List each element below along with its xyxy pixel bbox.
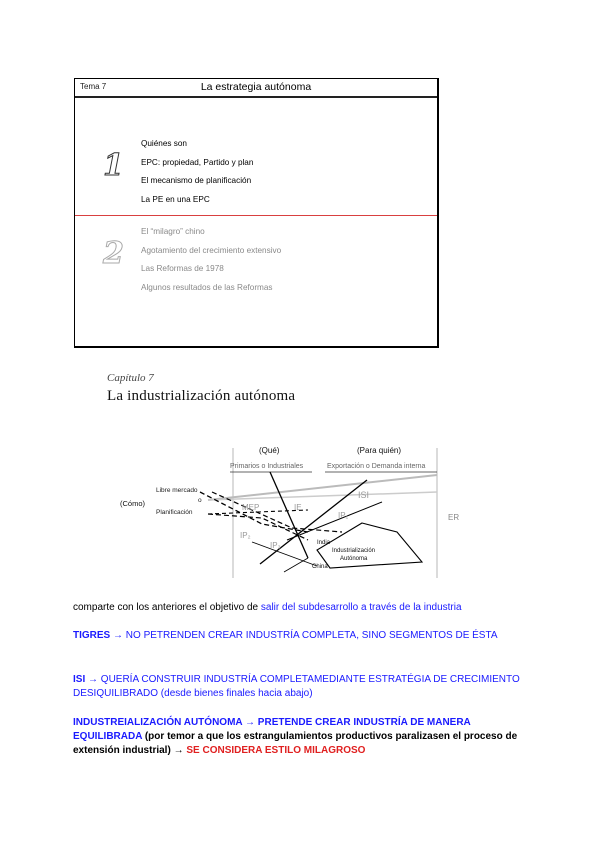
isi-text: → QUERÍA CONSTRUIR INDUSTRÍA COMPLETAMEDIANTE ESTRATÉGIA DE CRECIMIENTO DESIQUILIBRADO (desde bienes finales hacia abajo): [73, 674, 520, 699]
chapter-title: La industrialización autónoma: [107, 388, 296, 404]
label-ip1: IP₁: [338, 511, 349, 520]
label-libre-mercado: Libre mercado: [156, 487, 198, 494]
section-1-item: Quiénes son: [141, 139, 187, 148]
autonoma-explanation: (por temor a que los estrangulamientos productivos paralizasen el proceso de extensión industrial) →: [73, 731, 518, 756]
label-ip2: IP₂: [240, 531, 251, 540]
label-o: o: [198, 497, 202, 504]
strategy-path-dashed: [208, 514, 308, 540]
paragraph-autonoma: [73, 716, 525, 758]
label-primarios-industriales: Primarios o Industriales: [230, 463, 304, 470]
autonomous-region: [317, 523, 422, 568]
objective-highlight: salir del subdesarrollo a través de la industria: [260, 602, 462, 613]
section-2-item: Las Reformas de 1978: [141, 264, 224, 273]
section-1-item: La PE en una EPC: [141, 194, 210, 204]
label-autonoma: Autónoma: [340, 556, 368, 562]
section-2-item: Algunos resultados de las Reformas: [141, 282, 273, 292]
section-2-number: 2: [103, 236, 124, 271]
label-industrializacion: Industrialización: [332, 548, 376, 554]
strategy-diagram: [112, 440, 472, 580]
autonoma-heading: INDUSTREIALIZACIÓN AUTÓNOMA → PRETENDE CREAR INDUSTRÍA DE MANERA EQUILIBRADA: [73, 717, 471, 742]
slide-title: La estrategia autónoma: [200, 81, 312, 93]
section-1-item: El mecanismo de planificación: [141, 176, 252, 185]
section-2-item: El “milagro” chino: [141, 227, 205, 236]
label-como: (Cómo): [120, 499, 146, 508]
tigres-label: TIGRES: [73, 630, 111, 641]
label-que: (Qué): [259, 446, 280, 455]
section-1-number: 1: [103, 148, 124, 183]
label-planificacion: Planificación: [156, 509, 193, 516]
strategy-line-thin: [284, 558, 308, 572]
tigres-text: → NO PETRENDEN CREAR INDUSTRÍA COMPLETA, SINO SEGMENTOS DE ÉSTA: [110, 630, 498, 641]
section-2-list: [141, 223, 281, 297]
autonoma-conclusion: SE CONSIDERA ESTILO MILAGROSO: [186, 745, 366, 756]
label-ie: IE: [294, 503, 302, 512]
label-er: ER: [448, 513, 460, 522]
paragraph-objective: [73, 601, 525, 615]
section-1-item: EPC: propiedad, Partido y plan: [141, 157, 254, 167]
slide-image: [74, 78, 439, 348]
label-ip3: IP₃: [270, 541, 281, 550]
label-india: India: [317, 540, 331, 546]
label-china: China: [312, 564, 328, 570]
label-para-quien: (Para quién): [357, 446, 402, 455]
section-2-item: Agotamiento del crecimiento extensivo: [141, 245, 282, 255]
chapter-label: Capítulo 7: [107, 372, 154, 384]
section-divider: [75, 215, 437, 216]
objective-text: comparte con los anteriores el objetivo de: [73, 602, 261, 613]
paragraph-isi: [73, 673, 525, 701]
paragraph-tigres: [73, 629, 525, 643]
label-mep: MEP: [242, 503, 260, 512]
label-exportacion-demanda: Exportación o Demanda interna: [327, 463, 426, 470]
slide-header: [75, 79, 437, 98]
section-1-list: [141, 135, 253, 209]
label-isi: ISI: [358, 490, 370, 500]
slide-tema-label: Tema 7: [80, 82, 107, 91]
isi-label: ISI: [73, 674, 86, 685]
